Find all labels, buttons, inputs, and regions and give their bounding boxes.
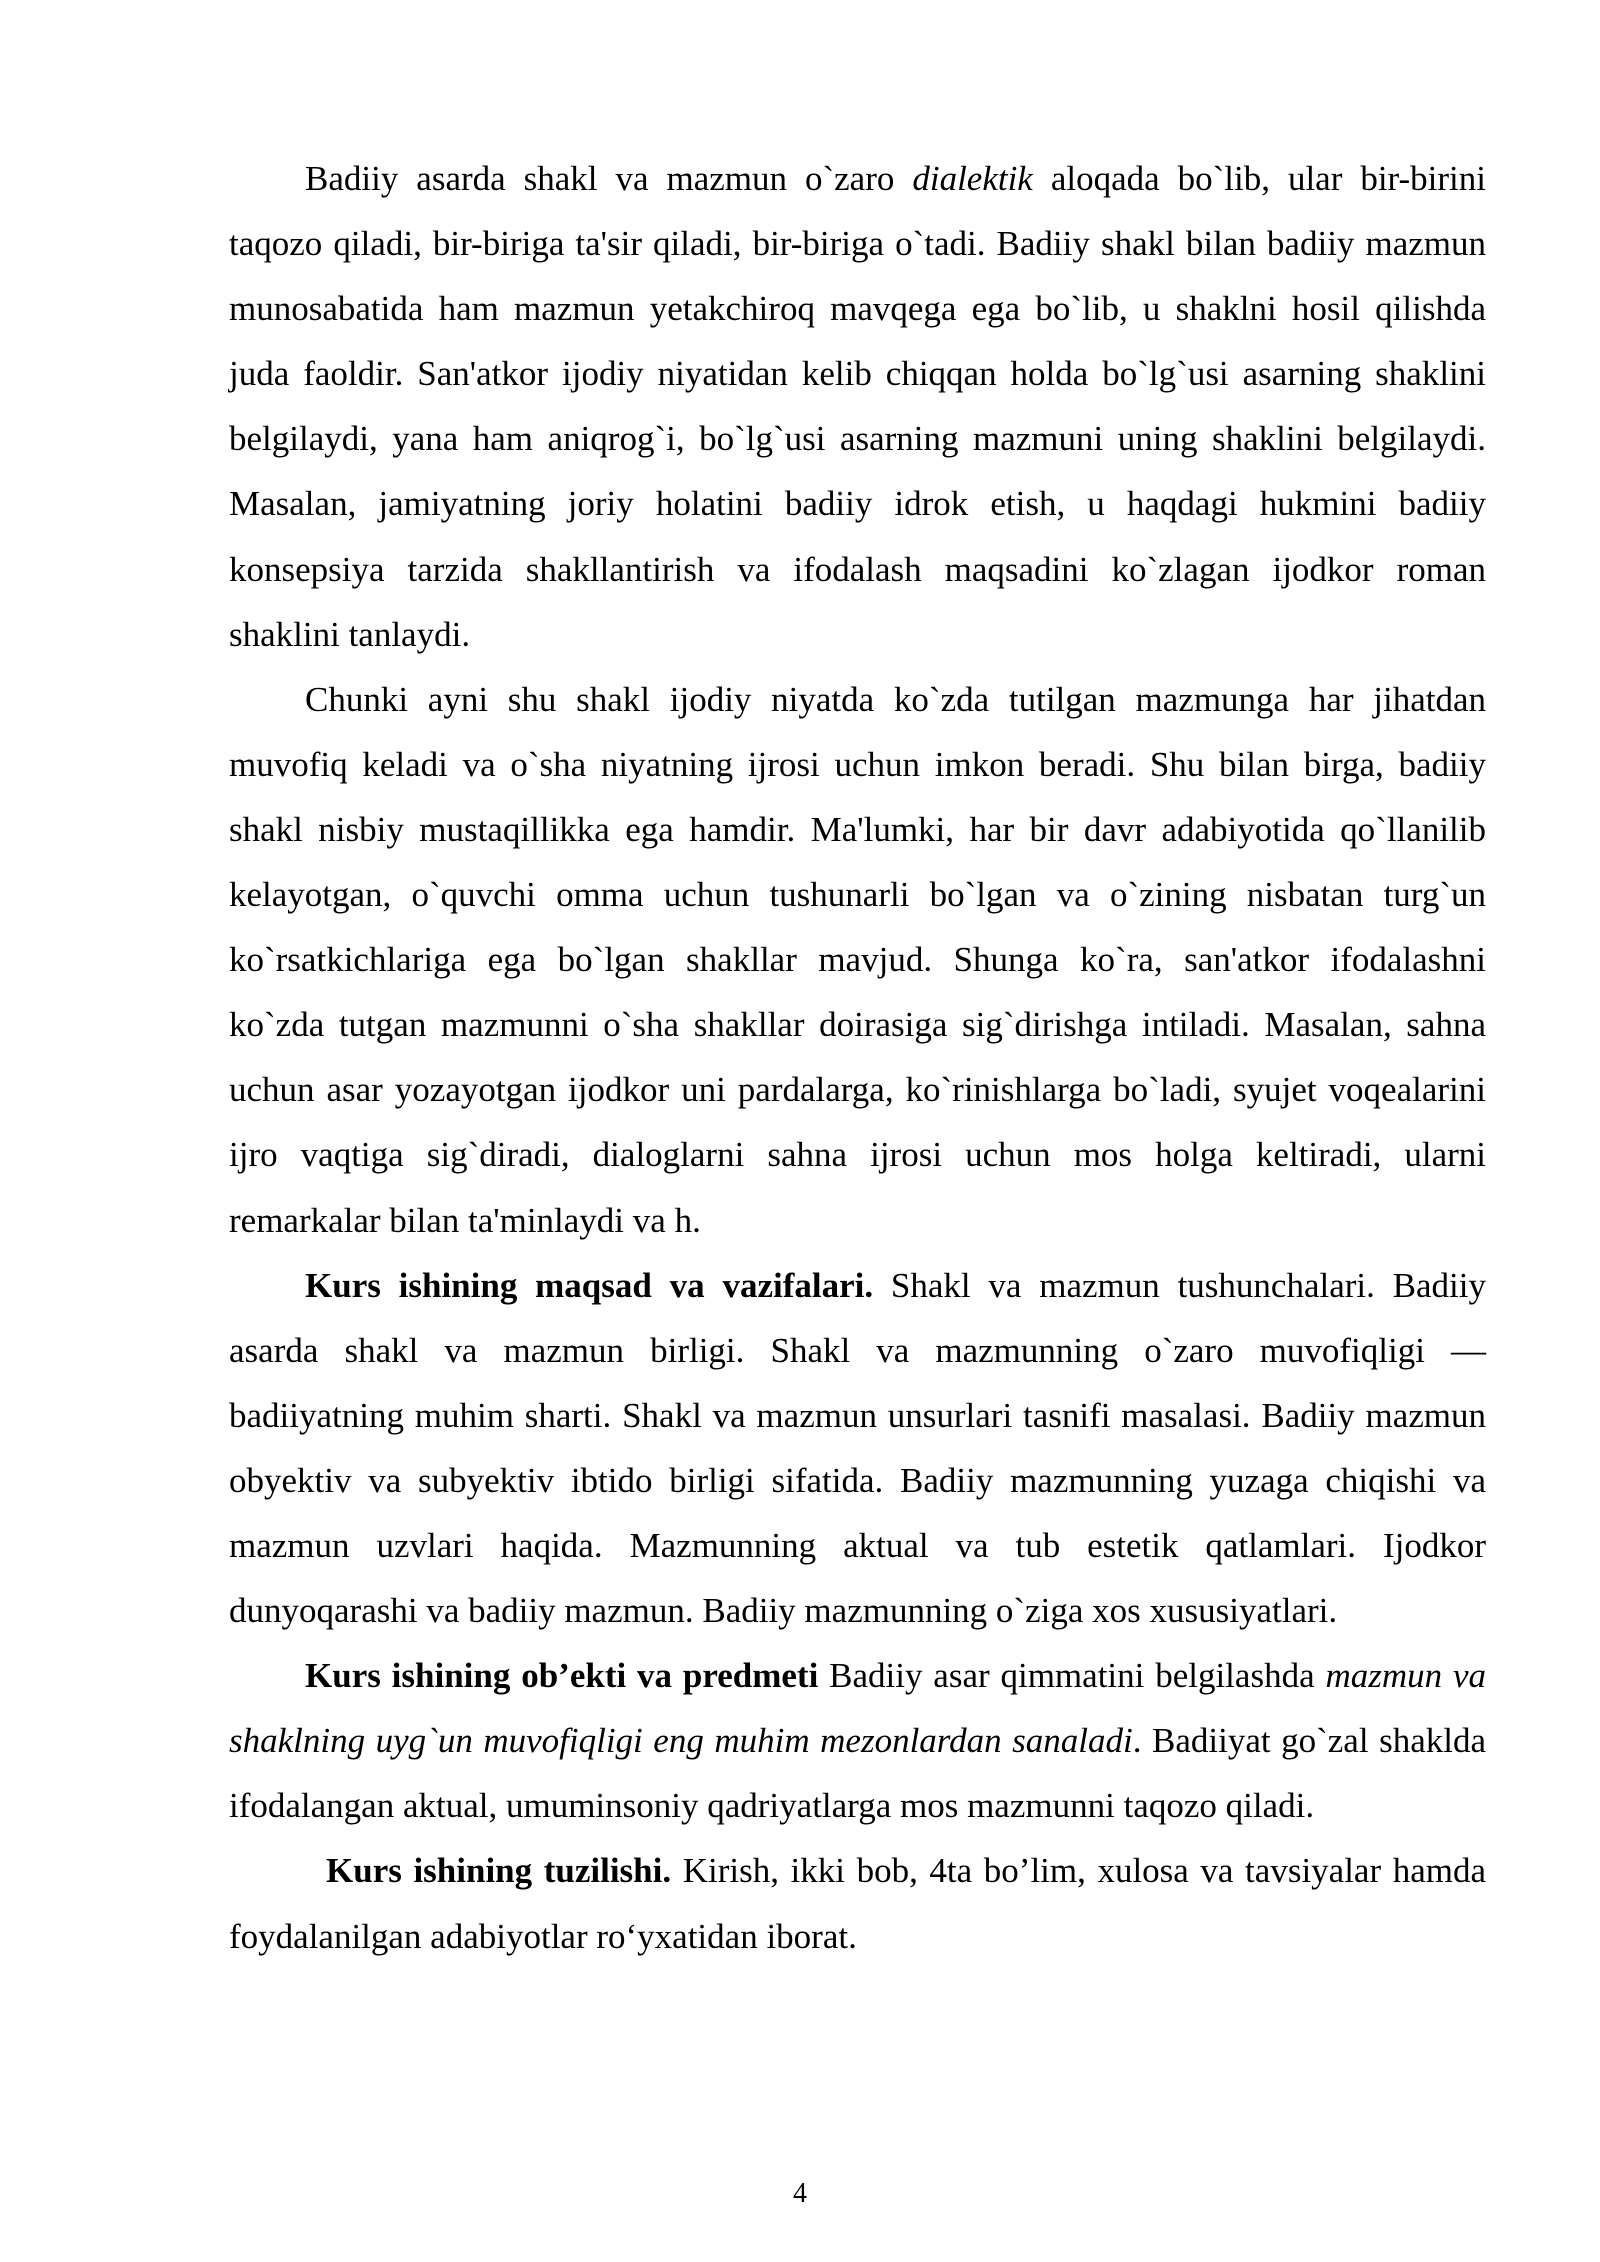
paragraph-3 (229, 1253, 1486, 1644)
document-body (229, 146, 1486, 1969)
paragraph-4-italic-phrase: mazmun va shaklning uyg`un muvofiqligi eng muhim mezonlardan sanaladi (229, 1656, 1486, 1761)
paragraph-5-text: Kirish, ikki bob, 4ta bo’lim, xulosa va tavsiyalar hamda foydalanilgan adabiyotlar ro‘yxatidan iborat. (229, 1851, 1486, 1956)
paragraph-1-text-end: aloqada bo`lib, ular bir-birini taqozo qiladi, bir-biriga ta'sir qiladi, bir-biriga o`tadi. Badiiy shakl bilan badiiy mazmun munosabatida ham mazmun yetakchiroq mavqega ega bo`lib, u shaklni hosil qilishda juda faoldir. San'atkor ijodiy niyatidan kelib chiqqan holda bo`lg`usi asarning shaklini belgilaydi, yana ham aniqrog`i, bo`lg`usi asarning mazmuni uning shaklini belgilaydi. Masalan, jamiyatning joriy holatini badiiy idrok etish, u haqdagi hukmini badiiy konsepsiya tarzida shakllantirish va ifodalash maqsadini ko`zlagan ijodkor roman shaklini tanlaydi. (229, 159, 1486, 654)
paragraph-5 (229, 1838, 1486, 1968)
paragraph-1-text-start: Badiiy asarda shakl va mazmun o`zaro (305, 159, 913, 198)
section-heading-structure: Kurs ishining tuzilishi. (326, 1851, 672, 1891)
paragraph-4-text-start: Badiiy asar qimmatini belgilashda (818, 1656, 1326, 1696)
section-heading-goals: Kurs ishining maqsad va vazifalari. (305, 1265, 874, 1305)
paragraph-4-text-end: . Badiiyat go`zal shaklda ifodalangan aktual, umuminsoniy qadriyatlarga mos mazmunni taqozo qiladi. (229, 1721, 1486, 1826)
paragraph-1 (229, 146, 1486, 667)
section-heading-object: Kurs ishining ob’ekti va predmeti (305, 1656, 819, 1696)
paragraph-1-italic-term: dialektik (912, 159, 1033, 198)
paragraph-2-text: Chunki ayni shu shakl ijodiy niyatda ko`zda tutilgan mazmunga har jihatdan muvofiq keladi va o`sha niyatning ijrosi uchun imkon beradi. Shu bilan birga, badiiy shakl nisbiy mustaqillikka ega hamdir. Ma'lumki, har bir davr adabiyotida qo`llanilib kelayotgan, o`quvchi omma uchun tushunarli bo`lgan va o`zining nisbatan turg`un ko`rsatkichlariga ega bo`lgan shakllar mavjud. Shunga ko`ra, san'atkor ifodalashni ko`zda tutgan mazmunni o`sha shakllar doirasiga sig`dirishga intiladi. Masalan, sahna uchun asar yozayotgan ijodkor uni pardalarga, ko`rinishlarga bo`ladi, syujet voqealarini ijro vaqtiga sig`diradi, dialoglarni sahna ijrosi uchun mos holga keltiradi, ularni remarkalar bilan ta'minlaydi va h. (229, 679, 1486, 1240)
page-number: 4 (793, 2178, 807, 2209)
paragraph-3-text: Shakl va mazmun tushunchalari. Badiiy asarda shakl va mazmun birligi. Shakl va mazmunning o`zaro muvofiqligi — badiiyatning muhim sharti. Shakl va mazmun unsurlari tasnifi masalasi. Badiiy mazmun obyektiv va subyektiv ibtido birligi sifatida. Badiiy mazmunning yuzaga chiqishi va mazmun uzvlari haqida. Mazmunning aktual va tub estetik qatlamlari. Ijodkor dunyoqarashi va badiiy mazmun. Badiiy mazmunning o`ziga xos xususiyatlari. (229, 1265, 1487, 1631)
paragraph-4 (229, 1643, 1486, 1838)
paragraph-2 (229, 667, 1486, 1253)
